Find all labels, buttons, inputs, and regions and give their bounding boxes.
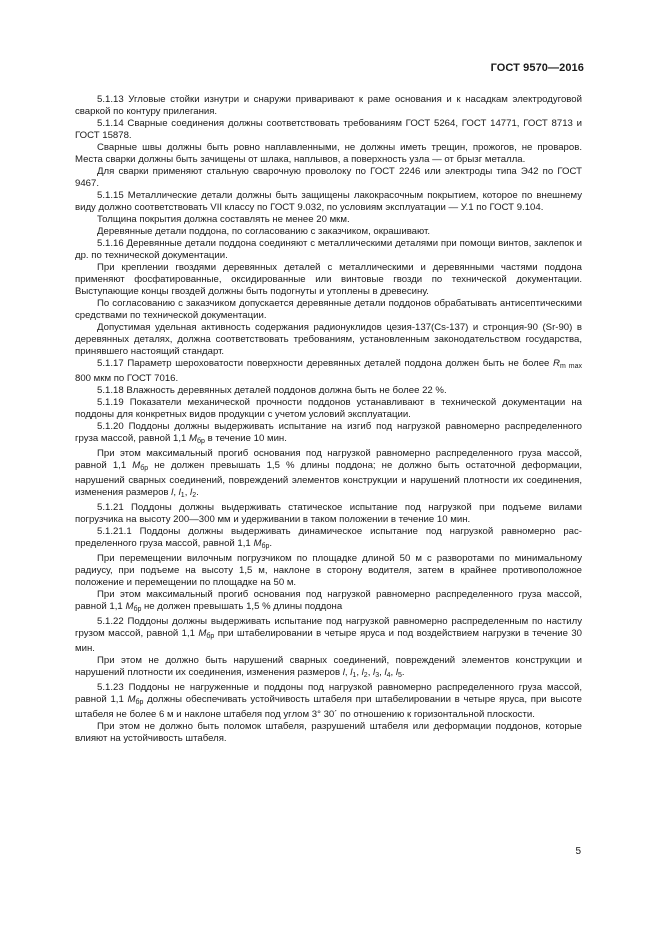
document-header: ГОСТ 9570—2016 [490, 62, 584, 74]
paragraph-welds: Сварные швы должны быть ровно наплавленными, не должны иметь трещин, прожогов, не проваров. Места сварки должны быть зачищены от шлака, наплывов, а поверхность узла — от брызг металла. [75, 142, 582, 165]
paragraph-5-1-20-deflection: При этом максимальный прогиб основания под нагрузкой равномерно распределенного груза массой, равной 1,1 $M_{бр}$ не должен превышать 1,5 % длины поддона; не должно быть остаточной деформации, нарушений сварных соединений, повреждений элементов конструкции и нарушений плотности их соединения, изменения размеров l, $l_1$, $l_2$. [75, 448, 582, 499]
paragraph-antiseptic: По согласованию с заказчиком допускается деревянные детали поддонов обрабатывать антисептическими средствами по технической документации. [75, 298, 582, 321]
paragraph-5-1-21: 5.1.21 Поддоны должны выдерживать статическое испытание под нагрузкой при подъеме вилами погрузчика на высоту 200—300 мм и удерживании в таком положении в течение 10 мин. [75, 502, 582, 525]
paragraph-coating-thickness: Толщина покрытия должна составлять не менее 20 мкм. [97, 214, 350, 225]
paragraph-5-1-16: 5.1.16 Деревянные детали поддона соединяют с металлическими деталями при помощи винтов, заклепок и др. по технической документации. [75, 238, 582, 261]
document-body [75, 94, 582, 745]
paragraph-5-1-20: 5.1.20 Поддоны должны выдерживать испытание на изгиб под нагрузкой равномерно распределенного груза массой, равной 1,1 $M_{бр}$ в течение 10 мин. [75, 421, 582, 445]
paragraph-5-1-21-1-deflection: При этом максимальный прогиб основания под нагрузкой равномерно распределенного груза массой, равной 1,1 $M_{бр}$ не должен превышать 1,5 % длины поддона [75, 589, 582, 613]
paragraph-5-1-21-1: 5.1.21.1 Поддоны должны выдерживать динамическое испытание под нагрузкой равномерно распределенного груза массой, равной 1,1 $M_{бр}$. [75, 526, 582, 550]
paragraph-forklift-movement: При перемещении вилочным погрузчиком по площадке длиной 50 м с разворотами по минимальному радиусу, при подъеме на высоту 1,5 м, наклоне в сторону водителя, затем в крайнее противоположное положение и перемещении по площадке на 50 м. [75, 553, 582, 588]
paragraph-welding-wire: Для сварки применяют стальную сварочную проволоку по ГОСТ 2246 или электроды типа Э42 по ГОСТ 9467. [75, 166, 582, 189]
paragraph-5-1-18: 5.1.18 Влажность деревянных деталей поддонов должна быть не более 22 %. [97, 385, 447, 396]
paragraph-5-1-22: 5.1.22 Поддоны должны выдерживать испытание под нагрузкой равномерно распределенным по настилу грузом массой, равной 1,1 $M_{бр}$ при штабелировании в четыре яруса и под воздействием нагрузки в течение 30 мин. [75, 616, 583, 654]
paragraph-5-1-19: 5.1.19 Показатели механической прочности поддонов устанавливают в технической документации на поддоны для конкретных видов продукции с учетом условий эксплуатации. [75, 397, 582, 420]
paragraph-5-1-23: 5.1.23 Поддоны не нагруженные и поддоны под нагрузкой равномерно распределенного груза массой, равной 1,1 $M_{бр}$ должны обеспечивать устойчивость штабеля при штабелировании в четыре яруса, при высоте штабеля не более 6 м и наклоне штабеля под углом 3° 30´ по отношению к горизонтальной плоскости. [75, 682, 582, 720]
paragraph-radionuclides: Допустимая удельная активность содержания радионуклидов цезия-137(Cs-137) и стронция-90 (Sr-90) в деревянных деталях, должна соответствовать требованиям, установленным законодательством государства, принявшего настоящий стандарт. [75, 322, 582, 357]
paragraph-wooden-painting: Деревянные детали поддона, по согласованию с заказчиком, окрашивают. [97, 226, 430, 237]
paragraph-5-1-14: 5.1.14 Сварные соединения должны соответствовать требованиям ГОСТ 5264, ГОСТ 14771, ГОСТ 8713 и ГОСТ 15878. [75, 118, 582, 141]
paragraph-5-1-15: 5.1.15 Металлические детали должны быть защищены лакокрасочным покрытием, которое по внешнему виду должно соответствовать VII классу по ГОСТ 9.032, по условиям эксплуатации — У.1 по ГОСТ 9.104. [75, 190, 582, 213]
paragraph-nails: При креплении гвоздями деревянных деталей с металлическими и деревянными частями поддона применяют фосфатированные, оксидированные или винтовые гвозди по технической документации. Выступающие концы гвоздей должны быть подогнуты и утоплены в древесину. [75, 262, 582, 297]
paragraph-5-1-13: 5.1.13 Угловые стойки изнутри и снаружи приваривают к раме основания и к насадкам электродуговой сваркой по контуру прилегания. [75, 94, 582, 117]
paragraph-5-1-17: 5.1.17 Параметр шероховатости поверхности деревянных деталей поддона должен быть не более $R_{m max}$ 800 мкм по ГОСТ 7016. [75, 358, 582, 384]
paragraph-5-1-23-conditions: При этом не должно быть поломок штабеля, разрушений штабеля или деформации поддонов, которые влияют на устойчивость штабеля. [75, 721, 582, 744]
paragraph-5-1-22-conditions: При этом не должно быть нарушений сварных соединений, повреждений элементов конструкции и нарушений плотности их соединения, изменения размеров l, $l_1$, $l_2$, $l_3$, $l_4$, $l_5$. [75, 655, 582, 679]
page-number: 5 [575, 846, 581, 857]
